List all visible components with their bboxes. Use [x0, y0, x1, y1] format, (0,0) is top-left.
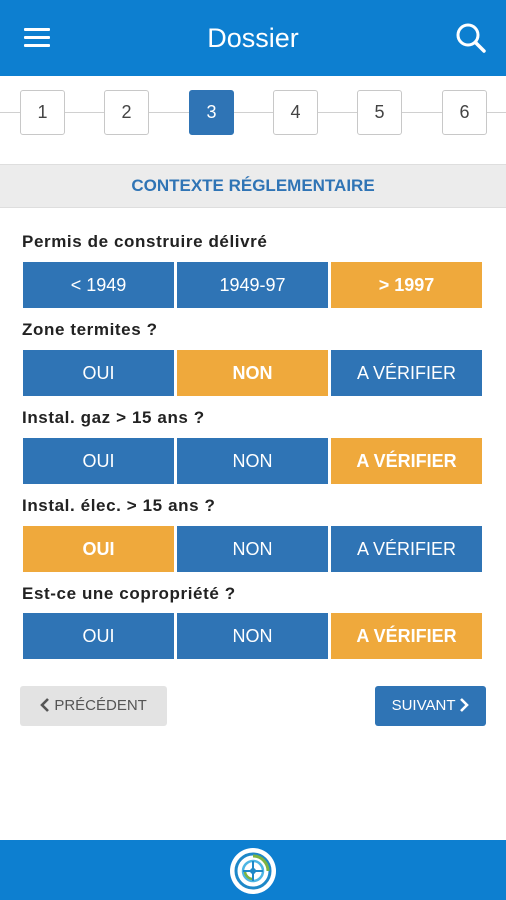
chevron-right-icon — [459, 698, 469, 712]
footer-bar — [0, 840, 506, 900]
option-group-copropriete — [23, 613, 483, 659]
option-button-selected[interactable]: A VÉRIFIER — [331, 613, 482, 659]
option-button-selected[interactable]: NON — [177, 350, 328, 396]
option-button-selected[interactable]: OUI — [23, 526, 174, 572]
question-label: Zone termites ? — [22, 320, 158, 339]
option-button[interactable]: A VÉRIFIER — [331, 350, 482, 396]
option-button[interactable]: A VÉRIFIER — [331, 526, 482, 572]
search-icon[interactable] — [455, 22, 487, 54]
option-button[interactable]: NON — [177, 526, 328, 572]
page-title: Dossier — [207, 23, 299, 53]
step-1[interactable]: 1 — [20, 90, 65, 135]
option-button[interactable]: OUI — [23, 438, 174, 484]
option-button[interactable]: 1949-97 — [177, 262, 328, 308]
question-label: Permis de construire délivré — [22, 232, 268, 251]
option-button[interactable]: NON — [177, 438, 328, 484]
stepper-line — [0, 112, 506, 113]
step-4[interactable]: 4 — [273, 90, 318, 135]
question-label: Instal. gaz > 15 ans ? — [22, 408, 205, 427]
previous-button-label: PRÉCÉDENT — [54, 697, 147, 714]
option-group-elec — [23, 526, 483, 572]
question-label: Instal. élec. > 15 ans ? — [22, 496, 216, 515]
option-button[interactable]: OUI — [23, 350, 174, 396]
option-button-selected[interactable]: > 1997 — [331, 262, 482, 308]
option-button[interactable]: < 1949 — [23, 262, 174, 308]
next-button-label: SUIVANT — [391, 697, 456, 714]
option-button[interactable]: NON — [177, 613, 328, 659]
next-button[interactable] — [375, 686, 486, 726]
option-button[interactable]: OUI — [23, 613, 174, 659]
option-button-selected[interactable]: A VÉRIFIER — [331, 438, 482, 484]
step-6[interactable]: 6 — [442, 90, 487, 135]
app-bar — [0, 0, 506, 76]
step-2[interactable]: 2 — [104, 90, 149, 135]
step-5[interactable]: 5 — [357, 90, 402, 135]
step-3[interactable]: 3 — [189, 90, 234, 135]
option-group-gaz — [23, 438, 483, 484]
question-label: Est-ce une copropriété ? — [22, 584, 236, 603]
section-title: CONTEXTE RÉGLEMENTAIRE — [0, 164, 506, 208]
previous-button[interactable] — [20, 686, 167, 726]
option-group-termites — [23, 350, 483, 396]
app-logo-icon — [229, 847, 277, 895]
option-group-permis — [23, 262, 483, 308]
chevron-left-icon — [40, 698, 50, 712]
